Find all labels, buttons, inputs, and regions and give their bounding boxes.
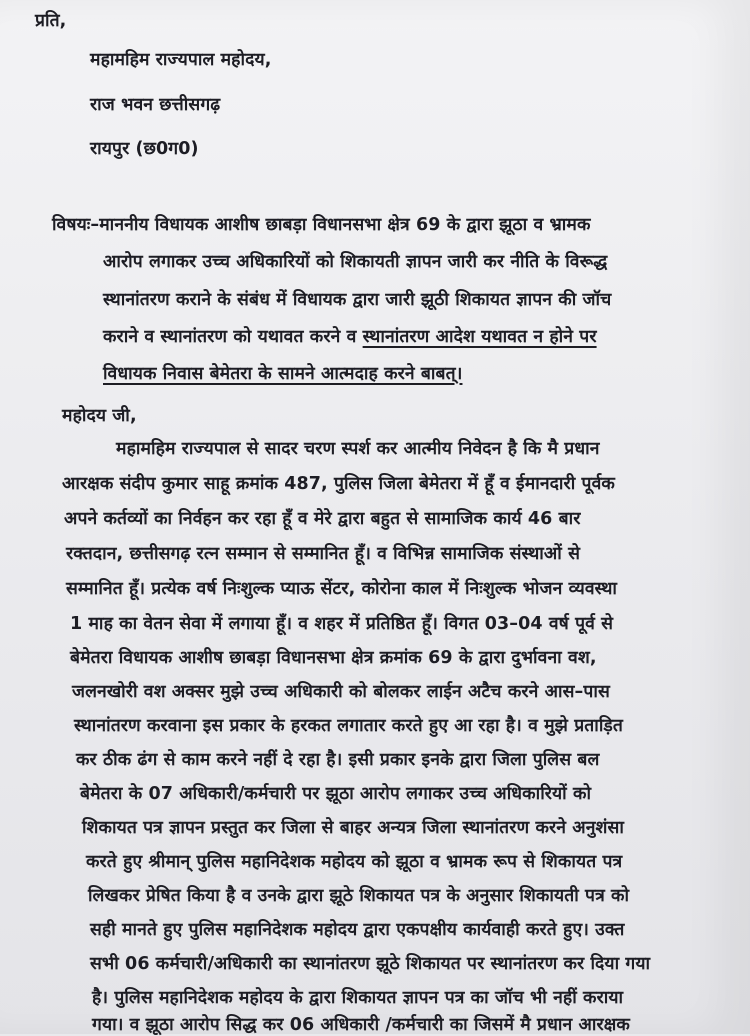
- body-line-17: है। पुलिस महानिदेशक महोदय के द्वारा शिकायत ज्ञापन पत्र का जॉच भी नहीं कराया: [92, 988, 624, 1008]
- salutation: महोदय जी,: [62, 406, 137, 426]
- recipient-line-3: रायपुर (छ0ग0): [90, 139, 199, 159]
- body-line-8: जलनखोरी वश अक्सर मुझे उच्च अधिकारी को बोलकर लाईन अटैच करने आस–पास: [72, 682, 610, 702]
- subject-text-4: कराने व स्थानांतरण को यथावत करने व: [103, 327, 357, 347]
- body-line-7: बेमेतरा विधायक आशीष छाबड़ा विधानसभा क्षेत्र क्रमांक 69 के द्वारा दुर्भावना वश,: [70, 648, 597, 668]
- body-line-3: अपने कर्तव्यों का निर्वहन कर रहा हूँ व मेरे द्वारा बहुत से सामाजिक कार्य 46 बार: [64, 509, 581, 529]
- subject-label: विषयः–: [52, 215, 100, 235]
- subject-line-4: [103, 324, 597, 348]
- body-line-5: सम्मानित हूँ। प्रत्येक वर्ष निःशुल्क प्याऊ सेंटर, कोरोना काल में निःशुल्क भोजन व्यवस्था: [66, 579, 618, 599]
- body-line-4: रक्तदान, छत्तीसगढ़ रत्न सम्मान से सम्मानित हूँ। व विभिन्न सामाजिक संस्थाओं से: [66, 544, 581, 564]
- recipient-prefix: प्रति,: [35, 11, 67, 31]
- body-line-16: सभी 06 कर्मचारी/अधिकारी का स्थानांतरण झूठे शिकायत पर स्थानांतरण कर दिया गया: [90, 954, 651, 974]
- body-line-10: कर ठीक ढंग से काम करने नहीं दे रहा है। इसी प्रकार इनके द्वारा जिला पुलिस बल: [76, 750, 600, 770]
- recipient-line-2: राज भवन छत्तीसगढ़: [90, 95, 221, 115]
- subject-line-2: आरोप लगाकर उच्च अधिकारियों को शिकायती ज्ञापन जारी कर नीति के विरूद्ध: [103, 252, 608, 272]
- subject-line-1: [52, 212, 591, 236]
- subject-line-3: स्थानांतरण कराने के संबंध में विधायक द्वारा जारी झूठी शिकायत ज्ञापन की जॉच: [103, 290, 612, 310]
- recipient-line-1: महामहिम राज्यपाल महोदय,: [90, 50, 272, 70]
- body-line-1: महामहिम राज्यपाल से सादर चरण स्पर्श कर आत्मीय निवेदन है कि मै प्रधान: [116, 439, 600, 459]
- body-line-12: शिकायत पत्र ज्ञापन प्रस्तुत कर जिला से बाहर अन्यत्र जिला स्थानांतरण करने अनुशंसा: [82, 818, 624, 838]
- body-line-6: 1 माह का वेतन सेवा में लगाया हूँ। व शहर में प्रतिष्ठित हूँ। विगत 03–04 वर्ष पूर्व से: [70, 614, 614, 634]
- body-line-11: बेमेतरा के 07 अधिकारी/कर्मचारी पर झूठा आरोप लगाकर उच्च अधिकारियों को: [80, 784, 592, 804]
- body-line-14: लिखकर प्रेषित किया है व उनके द्वारा झूठे शिकायत पत्र के अनुसार शिकायती पत्र को: [88, 886, 630, 906]
- body-line-2: आरक्षक संदीप कुमार साहू क्रमांक 487, पुलिस जिला बेमेतरा में हूँ व ईमानदारी पूर्वक: [62, 474, 615, 494]
- subject-underlined-1: स्थानांतरण आदेश यथावत न होने पर: [362, 327, 597, 347]
- body-line-9: स्थानांतरण करवाना इस प्रकार के हरकत लगातार करते हुए आ रहा है। व मुझे प्रताड़ित: [74, 716, 623, 736]
- subject-text-1: माननीय विधायक आशीष छाबड़ा विधानसभा क्षेत्र 69 के द्वारा झूठा व भ्रामक: [99, 215, 591, 235]
- body-line-15: सही मानते हुए पुलिस महानिदेशक महोदय द्वारा एकपक्षीय कार्यवाही करते हुए। उक्त: [90, 920, 625, 940]
- body-line-13: करते हुए श्रीमान् पुलिस महानिदेशक महोदय को झूठा व भ्रामक रूप से शिकायत पत्र: [86, 852, 623, 872]
- subject-underlined-2: विधायक निवास बेमेतरा के सामने आत्मदाह करने बाबत्।: [103, 364, 463, 384]
- subject-line-5: [103, 361, 462, 385]
- body-line-18: गया। व झूठा आरोप सिद्ध कर 06 अधिकारी /कर्मचारी का जिसमें मै प्रधान आरक्षक: [92, 1015, 630, 1035]
